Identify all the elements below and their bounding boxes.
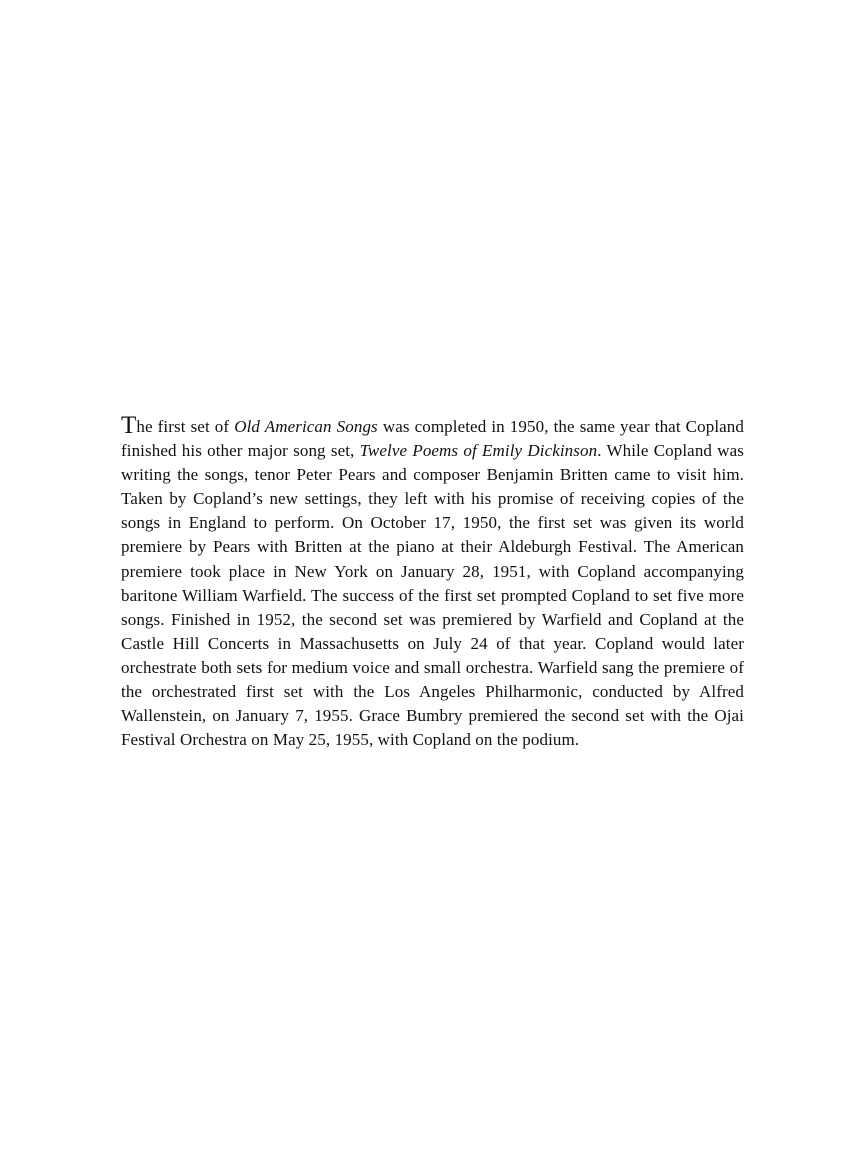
work-title-italic: Twelve Poems of Emily Dickinson xyxy=(359,441,598,461)
work-title-italic: Old American Songs xyxy=(234,417,378,436)
body-paragraph xyxy=(121,412,744,752)
text-segment: . While Copland was writing the songs, tenor Peter Pears and composer Benjamin Britten came to visit him. Taken by Copland’s new settings, they left with his promise of receiving copies of the songs in England to perform. On October 17, 1950, the first set was given its world premiere by Pears with Britten at the piano at their Aldeburgh Festival. The American premiere took place in New York on January 28, 1951, with Copland accompanying baritone William Warfield. The success of the first set prompted Copland to set five more songs. Finished in 1952, the second set was premiered by Warfield and Copland at the Castle Hill Concerts in Massachusetts on July 24 of that year. Copland would later orchestrate both sets for medium voice and small orchestra. Warfield sang the premiere of the orchestrated first set with the Los Angeles Philharmonic, conducted by Alfred Wallenstein, on January 7, 1955. Grace Bumbry premiered the second set with the Ojai Festival Orchestra on May 25, 1955, with Copland on the podium. xyxy=(121,441,744,750)
paragraph-segments xyxy=(121,417,744,749)
initial-capital: T xyxy=(121,412,137,439)
text-segment: was completed in 1950, the same year that Copland finished his other major song set, xyxy=(121,417,744,461)
text-segment: he first set of xyxy=(136,417,235,436)
